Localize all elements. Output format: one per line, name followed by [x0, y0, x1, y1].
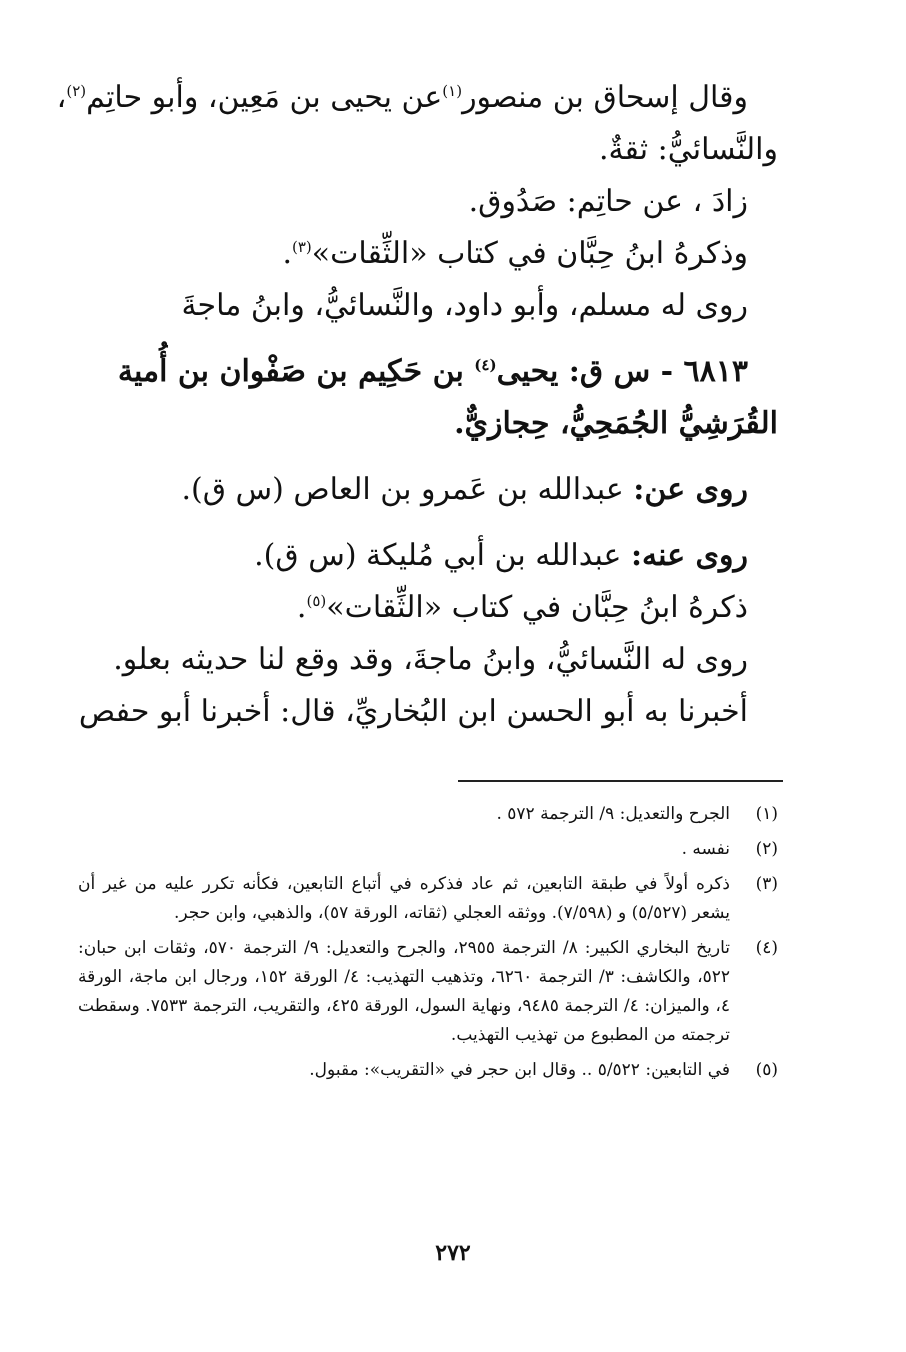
footnote-ref-4[interactable]: (٤) [474, 356, 497, 374]
page-number: ٢٧٢ [435, 1240, 471, 1266]
text-line-5: روى له مسلم، وأبو داود، والنَّسائيُّ، وابنُ ماجةَ [181, 288, 748, 323]
footnote-text: تاريخ البخاري الكبير: ٨/ الترجمة ٢٩٥٥، والجرح والتعديل: ٩/ الترجمة ٥٧٠، وثقات ابن حبان: ٥٢٢، والكاشف: ٣/ الترجمة ٦٢٦٠، وتذهيب التهذيب: ٤/ الورقة ١٥٢، ورجال ابن ماجة، الورقة ٤، والميزان: ٤/ الترجمة ٩٤٨٥، ونهاية السول، الورقة ٤٢٥، والتقريب، الترجمة ٧٥٣٣. وسقطت ترجمته من المطبوع من تهذيب التهذيب. [78, 938, 730, 1045]
entry-heading-continued: القُرَشِيُّ الجُمَحِيُّ، حِجازيٌّ. [454, 406, 778, 441]
footnote-text: ذكره أولاً في طبقة التابعين، ثم عاد فذكره في أتباع التابعين، فكأنه تكرر عليه من غير أن يشعر (٥/٥٢٧) و (٧/٥٩٨). ووثقه العجلي (ثقاته، الورقة ٥٧)، والذهبي، وابن حجر. [78, 874, 730, 923]
footnote-text: الجرح والتعديل: ٩/ الترجمة ٥٧٢ . [496, 804, 730, 824]
footnotes [78, 800, 778, 1091]
text-line-4: وذكرهُ ابنُ حِبَّان في كتاب «الثِّقات»$^{(٣)}$. [282, 236, 748, 271]
footnote-2 [78, 835, 778, 864]
footnote-number: (٢) [755, 839, 778, 859]
text-line-3: زادَ ، عن حاتِم: صَدُوق. [468, 184, 748, 219]
footnote-ref-5[interactable]: (٥) [306, 592, 327, 610]
footnote-number: (٤) [755, 938, 778, 958]
footnote-number: (٥) [755, 1060, 778, 1080]
footnote-ref-1[interactable]: (١) [442, 82, 463, 100]
narrated-from-label: روى عن: [633, 472, 748, 507]
narrated-by-label: روى عنه: [630, 538, 748, 573]
footnote-5 [78, 1056, 778, 1085]
footnote-number: (١) [755, 804, 778, 824]
footnote-3 [78, 870, 778, 928]
narrated-from: روى عن: عبدالله بن عَمرو بن العاص (س ق). [181, 472, 748, 507]
text-line-1: وقال إسحاق بن منصور$^{(١)}$عن يحيى بن مَعِين، وأبو حاتِم$^{(٢)}$، [56, 80, 748, 115]
footnote-number: (٣) [755, 874, 778, 894]
entry-heading: ٦٨١٣ - س ق: يحيى$^{(٤)}$ بن حَكِيم بن صَفْوان بن أُمية [117, 354, 748, 389]
footnote-1 [78, 800, 778, 829]
footnote-text: نفسه . [681, 839, 730, 859]
narrated-by: روى عنه: عبدالله بن أبي مُليكة (س ق). [254, 538, 748, 573]
text-line-2: والنَّسائيُّ: ثقةٌ. [598, 132, 778, 167]
main-text [56, 72, 778, 738]
footnote-ref-3[interactable]: (٣) [291, 238, 312, 256]
text-line-7: روى له النَّسائيُّ، وابنُ ماجةَ، وقد وقع لنا حديثه بعلو. [113, 642, 748, 677]
footnote-divider [458, 780, 783, 782]
footnote-4 [78, 934, 778, 1050]
footnote-ref-2[interactable]: (٢) [66, 82, 87, 100]
text-line-6: ذكرهُ ابنُ حِبَّان في كتاب «الثِّقات»$^{(٥)}$. [296, 590, 748, 625]
footnote-text: في التابعين: ٥/٥٢٢ .. وقال ابن حجر في «التقريب»: مقبول. [309, 1060, 730, 1080]
text-line-8: أخبرنا به أبو الحسن ابن البُخاريِّ، قال: أخبرنا أبو حفص [78, 694, 748, 729]
